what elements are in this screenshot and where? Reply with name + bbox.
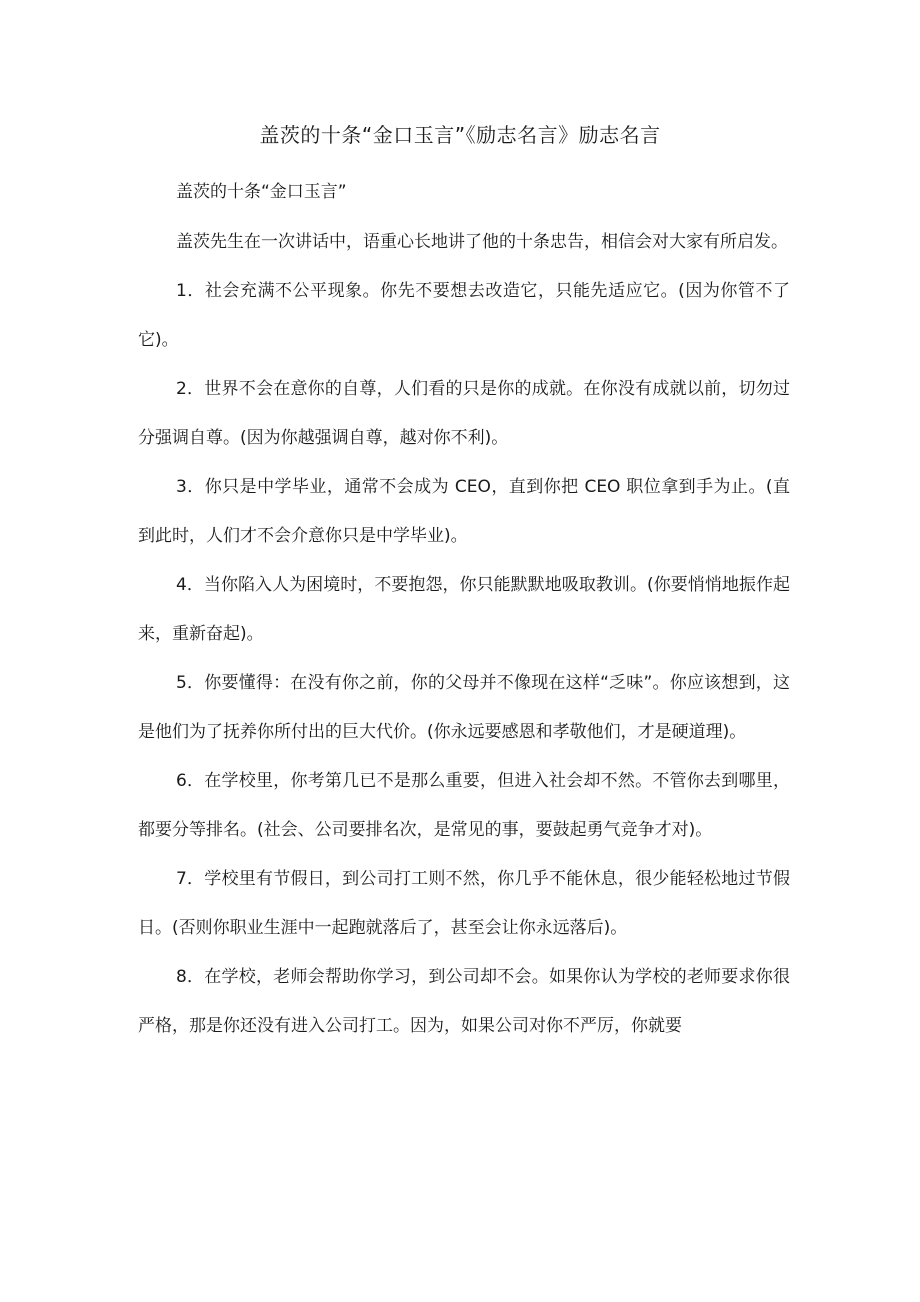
advice-item-1: 1．社会充满不公平现象。你先不要想去改造它，只能先适应它。(因为你管不了它)。 — [138, 281, 790, 350]
advice-item-5: 5．你要懂得：在没有你之前，你的父母并不像现在这样“乏味”。你应该想到，这是他们为了抚养你所付出的巨大代价。(你永远要感恩和孝敬他们，才是硬道理)。 — [138, 673, 790, 742]
subtitle-paragraph: 盖茨的十条“金口玉言” — [176, 182, 347, 202]
advice-item-4: 4．当你陷入人为困境时，不要抱怨，你只能默默地吸取教训。(你要悄悄地振作起来，重新奋起)。 — [138, 575, 790, 644]
advice-item-3: 3．你只是中学毕业，通常不会成为 CEO，直到你把 CEO 职位拿到手为止。(直到此时，人们才不会介意你只是中学毕业)。 — [138, 477, 790, 546]
document-title: 盖茨的十条“金口玉言”《励志名言》励志名言 — [259, 123, 661, 147]
advice-item-2: 2．世界不会在意你的自尊，人们看的只是你的成就。在你没有成就以前，切勿过分强调自尊。(因为你越强调自尊，越对你不利)。 — [138, 379, 790, 448]
document-body — [138, 168, 790, 1051]
intro-paragraph: 盖茨先生在一次讲话中，语重心长地讲了他的十条忠告，相信会对大家有所启发。 — [176, 231, 788, 252]
advice-item-7: 7．学校里有节假日，到公司打工则不然，你几乎不能休息，很少能轻松地过节假日。(否则你职业生涯中一起跑就落后了，甚至会让你永远落后)。 — [138, 869, 790, 938]
advice-item-8: 8．在学校，老师会帮助你学习，到公司却不会。如果你认为学校的老师要求你很严格，那是你还没有进入公司打工。因为，如果公司对你不严厉，你就要 — [138, 967, 790, 1036]
advice-item-6: 6．在学校里，你考第几已不是那么重要，但进入社会却不然。不管你去到哪里，都要分等排名。(社会、公司要排名次，是常见的事，要鼓起勇气竞争才对)。 — [138, 771, 790, 840]
